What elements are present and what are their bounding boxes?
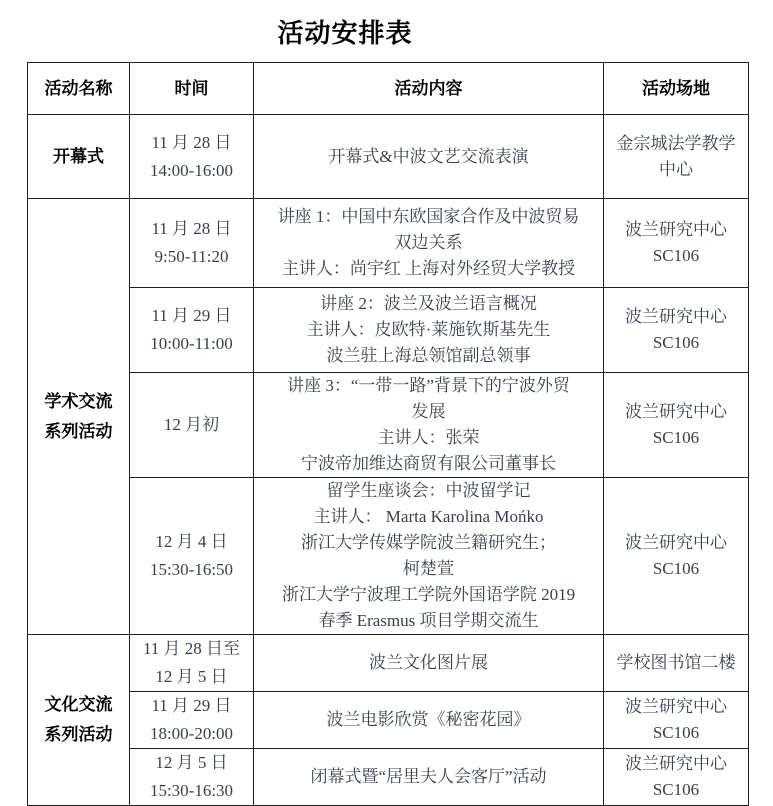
title-container [0, 0, 690, 50]
text-line: 讲座 2：波兰及波兰语言概况 [320, 294, 537, 313]
text-line: 春季 Erasmus 项目学期交流生 [318, 611, 539, 630]
table-row-opening [28, 115, 749, 199]
cell-venue [604, 373, 749, 478]
table-row-photo-exhibition [28, 635, 749, 692]
text-line: 系列活动 [44, 725, 113, 744]
text-line: 12 月 5 日 [155, 667, 228, 686]
text-line: SC106 [652, 246, 700, 265]
text-line: 10:00-11:00 [150, 334, 233, 353]
table-row-lecture1 [28, 199, 749, 288]
table-header-row [28, 63, 749, 115]
table-row-lecture2 [28, 288, 749, 373]
cell-venue [604, 749, 749, 806]
text-line: 主讲人：皮欧特·莱施钦斯基先生 [306, 320, 551, 339]
text-line: 波兰研究中心 [625, 307, 727, 326]
text-line: 主讲人：张荣 [377, 428, 480, 447]
text-line: 波兰研究中心 [625, 697, 727, 716]
cell-content [254, 635, 604, 692]
header-time: 时间 [130, 63, 254, 115]
header-activity-venue: 活动场地 [604, 63, 749, 115]
text-line: 11 月 29 日 [151, 696, 232, 715]
text-line: 9:50-11:20 [154, 247, 229, 266]
cell-content [254, 199, 604, 288]
cell-time [130, 199, 254, 288]
header-activity-content: 活动内容 [254, 63, 604, 115]
text-line: 波兰研究中心 [625, 220, 727, 239]
page-title: 活动安排表 [277, 18, 413, 48]
text-line: 闭幕式暨“居里夫人会客厅”活动 [310, 767, 547, 786]
cell-group-culture [28, 635, 130, 806]
text-line: 主讲人：尚宇红 上海对外经贸大学教授 [281, 259, 576, 278]
table-row-lecture3 [28, 373, 749, 478]
text-line: 宁波帝加维达商贸有限公司董事长 [301, 454, 556, 473]
cell-venue [604, 692, 749, 749]
text-line: SC106 [652, 723, 700, 742]
text-line: 15:30-16:30 [149, 781, 234, 800]
cell-time [130, 692, 254, 749]
text-line: 波兰研究中心 [625, 533, 727, 552]
text-line: 发展 [411, 402, 446, 421]
cell-content [254, 692, 604, 749]
text-line: 波兰研究中心 [625, 754, 727, 773]
text-line: SC106 [652, 428, 700, 447]
cell-content [254, 478, 604, 635]
header-activity-name: 活动名称 [28, 63, 130, 115]
cell-venue [604, 635, 749, 692]
text-line: SC106 [652, 333, 700, 352]
text-line: 11 月 28 日 [151, 219, 232, 238]
text-line: 讲座 3：“一带一路”背景下的宁波外贸 [287, 376, 570, 395]
text-line: 18:00-20:00 [149, 724, 234, 743]
text-line: SC106 [652, 780, 700, 799]
cell-time [130, 115, 254, 199]
text-line: 浙江大学传媒学院波兰籍研究生； [301, 533, 556, 552]
cell-time [130, 478, 254, 635]
text-line: 学术交流 [44, 391, 113, 411]
cell-time [130, 635, 254, 692]
text-line: 柯楚萱 [403, 559, 454, 578]
cell-content [254, 115, 604, 199]
text-line: 讲座 1：中国中东欧国家合作及中波贸易 [277, 207, 580, 226]
text-line: 波兰研究中心 [625, 402, 727, 421]
text-line: 系列活动 [44, 421, 113, 441]
cell-content [254, 288, 604, 373]
cell-time [130, 288, 254, 373]
text-line: 15:30-16:50 [149, 560, 234, 579]
text-line: 开幕式&中波文艺交流表演 [328, 146, 529, 166]
text-line: 浙江大学宁波理工学院外国语学院 2019 [281, 585, 576, 604]
text-line: 11 月 28 日至 [142, 639, 241, 658]
cell-time [130, 373, 254, 478]
cell-venue [604, 288, 749, 373]
text-line: 留学生座谈会：中波留学记 [326, 481, 531, 500]
cell-venue [604, 199, 749, 288]
cell-content [254, 373, 604, 478]
text-line: 双边关系 [394, 233, 463, 252]
cell-group-academic [28, 199, 130, 635]
text-line: 金宗城法学教学 [616, 133, 736, 153]
cell-group-opening: 开幕式 [28, 115, 130, 199]
text-line: 12 月 5 日 [155, 753, 228, 772]
text-line: 11 月 29 日 [151, 306, 232, 325]
table-row-student-forum [28, 478, 749, 635]
text-line: 14:00-16:00 [149, 160, 234, 180]
text-line: 波兰文化图片展 [369, 653, 488, 672]
text-line: 波兰电影欣赏《秘密花园》 [326, 710, 531, 729]
text-line: 主讲人： Marta Karolina Mońko [313, 507, 544, 526]
text-line: SC106 [652, 559, 700, 578]
text-line: 12 月初 [163, 415, 220, 434]
cell-venue [604, 478, 749, 635]
text-line: 12 月 4 日 [155, 532, 228, 551]
text-line: 文化交流 [44, 695, 113, 714]
table-row-closing [28, 749, 749, 806]
text-line: 学校图书馆二楼 [616, 653, 736, 672]
cell-venue [604, 115, 749, 199]
text-line: 中心 [659, 159, 693, 179]
schedule-table [27, 62, 749, 806]
text-line: 波兰驻上海总领馆副总领事 [326, 346, 531, 365]
text-line: 11 月 28 日 [151, 132, 232, 152]
cell-content [254, 749, 604, 806]
cell-time [130, 749, 254, 806]
table-row-movie [28, 692, 749, 749]
